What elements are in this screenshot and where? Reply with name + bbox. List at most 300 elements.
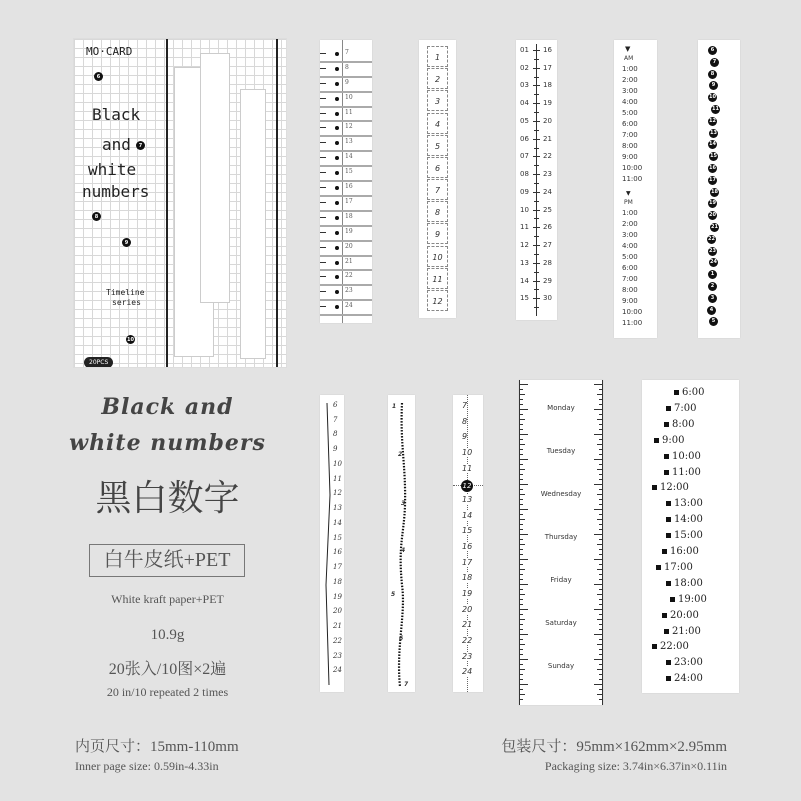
sample-strip — [200, 53, 230, 303]
tick — [533, 68, 540, 69]
line-number: 6 — [333, 401, 338, 409]
tick — [533, 263, 540, 264]
row-number: 10 — [345, 93, 353, 101]
row-dot — [335, 126, 339, 130]
am-time: 4:00 — [622, 98, 638, 106]
row-number: 15 — [345, 168, 353, 176]
time-label: 13:00 — [674, 498, 703, 510]
tick — [519, 509, 528, 510]
number-box: 12 — [427, 290, 448, 311]
left-number: 11 — [520, 223, 529, 232]
circled-number: 9 — [122, 238, 131, 247]
right-number: 23 — [543, 170, 552, 179]
time-marker — [666, 676, 671, 681]
row-divider — [320, 135, 372, 137]
tick — [534, 307, 539, 308]
pack-size-en: Packaging size: 3.74in×6.37in×0.11in — [544, 759, 727, 773]
circled-number: 7 — [136, 141, 145, 150]
material-cn-box: 白牛皮纸+PET — [89, 544, 245, 577]
tick — [533, 174, 540, 175]
pm-time: 4:00 — [622, 242, 638, 250]
left-number: 04 — [520, 99, 529, 108]
line-number: 17 — [333, 563, 342, 572]
circled-number: 18 — [711, 188, 718, 195]
time-marker — [656, 565, 661, 570]
row-divider — [320, 120, 372, 122]
left-number: 14 — [520, 276, 529, 285]
pm-time: 5:00 — [622, 253, 638, 261]
tick — [320, 53, 326, 54]
tick — [519, 434, 528, 435]
row-number: 11 — [345, 108, 353, 116]
title-cn: 黑白数字 — [95, 478, 240, 519]
tick — [320, 247, 326, 248]
number-box: 3 — [427, 90, 448, 111]
time-marker — [674, 390, 679, 395]
row-dot — [335, 52, 339, 56]
circled-number: 8 — [92, 212, 101, 221]
circled-number: 1 — [708, 270, 717, 279]
tick — [533, 227, 540, 228]
tick — [320, 187, 326, 188]
tick — [320, 262, 326, 263]
am-time: 8:00 — [622, 142, 638, 150]
wavy-number: 7 — [404, 681, 409, 688]
am-time: 5:00 — [622, 109, 638, 117]
circled-number: 17 — [709, 176, 716, 183]
time-label: 19:00 — [678, 593, 707, 605]
tick — [534, 94, 539, 95]
time-label: 15:00 — [674, 530, 703, 542]
circled-number: 19 — [709, 200, 716, 207]
circled-number: 13 — [710, 129, 717, 136]
line-number: 22 — [333, 636, 342, 645]
circled-number: 24 — [710, 259, 717, 266]
tick — [320, 157, 326, 158]
title-en-line: white numbers — [69, 430, 266, 456]
time-label: 9:00 — [662, 434, 685, 446]
row-divider — [320, 61, 372, 63]
row-number: 8 — [345, 63, 349, 71]
circled-number-strip — [698, 40, 740, 338]
row-divider — [320, 284, 372, 286]
row-number: 7 — [345, 49, 349, 56]
inner-size-cn: 内页尺寸：15mm-110mm — [75, 739, 239, 755]
tick — [534, 272, 539, 273]
am-label: AM — [624, 55, 634, 62]
am-time: 6:00 — [622, 120, 638, 128]
am-time: 2:00 — [622, 76, 638, 84]
number-box: 2 — [427, 68, 448, 89]
row-number: 19 — [345, 227, 353, 235]
right-number: 26 — [543, 223, 552, 232]
line-number: 9 — [333, 445, 338, 454]
time-marker — [664, 454, 669, 459]
tick — [533, 50, 540, 51]
pm-time: 1:00 — [622, 209, 638, 217]
row-divider — [320, 255, 372, 257]
right-number: 17 — [543, 63, 552, 72]
line-number: 10 — [333, 459, 342, 468]
dotted-number: 24 — [462, 667, 473, 677]
row-number: 23 — [345, 287, 353, 295]
wavy-number: 3 — [401, 500, 406, 507]
right-number: 30 — [543, 294, 552, 303]
down-arrow-icon: ▼ — [626, 190, 631, 197]
tick — [534, 59, 539, 60]
ruler-row-strip — [320, 40, 372, 323]
row-divider — [320, 225, 372, 227]
pm-time: 7:00 — [622, 275, 638, 283]
tick — [533, 156, 540, 157]
right-number: 29 — [543, 276, 552, 285]
left-number: 15 — [520, 294, 529, 303]
row-divider — [320, 314, 372, 316]
am-time: 1:00 — [622, 65, 638, 73]
count-en: 20 in/10 repeated 2 times — [106, 685, 229, 699]
line-number: 18 — [333, 577, 342, 586]
dotted-number: 9 — [462, 432, 468, 442]
time-marker — [670, 597, 675, 602]
time-label: 11:00 — [672, 466, 701, 478]
circled-number: 22 — [708, 235, 715, 242]
left-number: 07 — [520, 152, 529, 161]
row-number: 18 — [345, 212, 353, 220]
tick — [533, 281, 540, 282]
circled-number: 2 — [708, 282, 717, 291]
circled-number: 6 — [708, 46, 717, 55]
weight: 10.9g — [150, 627, 185, 643]
row-number: 20 — [345, 242, 353, 250]
dotted-number: 14 — [462, 510, 473, 520]
time-marker — [654, 438, 659, 443]
row-dot — [335, 112, 339, 116]
card-title-line: white — [88, 160, 137, 179]
ruler-edge — [276, 39, 278, 368]
line-number: 19 — [333, 592, 342, 601]
number-box: 10 — [427, 246, 448, 267]
row-dot — [335, 216, 339, 220]
weekday-label: Wednesday — [540, 490, 582, 498]
right-number: 18 — [543, 81, 552, 90]
tick — [519, 459, 528, 460]
circled-number: 5 — [709, 317, 718, 326]
row-number: 24 — [345, 302, 353, 310]
tick — [519, 384, 528, 385]
number-box: 4 — [427, 113, 448, 134]
row-number: 13 — [345, 138, 353, 146]
number-box: 5 — [427, 135, 448, 156]
tick — [320, 113, 326, 114]
dotted-number: 16 — [462, 542, 473, 551]
left-number: 10 — [520, 205, 529, 214]
line-number: 13 — [333, 504, 342, 513]
dotted-number: 19 — [462, 589, 473, 598]
time-marker — [666, 533, 671, 538]
row-dot — [335, 186, 339, 190]
row-divider — [320, 91, 372, 93]
left-number: 08 — [520, 170, 529, 179]
circled-number: 23 — [709, 247, 716, 254]
right-number: 27 — [543, 241, 552, 250]
left-number: 12 — [520, 241, 529, 250]
time-label: 24:00 — [674, 673, 703, 685]
row-number: 12 — [345, 123, 353, 131]
tick — [534, 183, 539, 184]
row-number: 21 — [345, 257, 353, 265]
card-subtitle-line: series — [112, 298, 141, 307]
line-number: 15 — [333, 533, 342, 542]
tick — [534, 289, 539, 290]
sample-strip — [240, 89, 266, 359]
am-time: 3:00 — [622, 87, 638, 95]
tick — [519, 609, 528, 610]
circled-number: 4 — [707, 306, 716, 315]
line-number: 23 — [333, 651, 342, 660]
wavy-number: 4 — [401, 547, 406, 554]
row-divider — [320, 210, 372, 212]
tick — [533, 85, 540, 86]
wavy-number: 1 — [392, 403, 397, 410]
am-time: 7:00 — [622, 131, 638, 139]
left-number: 06 — [520, 134, 529, 143]
tick — [533, 298, 540, 299]
tick — [534, 148, 539, 149]
time-label: 16:00 — [670, 546, 699, 557]
weekday-label: Thursday — [544, 533, 578, 541]
tick — [534, 77, 539, 78]
tick — [320, 98, 326, 99]
card-title-line: and — [102, 135, 131, 154]
pack-size-cn: 包装尺寸：95mm×162mm×2.95mm — [501, 739, 727, 755]
pm-time: 11:00 — [622, 319, 643, 327]
row-number: 17 — [345, 197, 353, 205]
dotted-number: 8 — [462, 416, 468, 426]
circled-number: 15 — [710, 153, 717, 160]
pm-label: PM — [624, 199, 633, 206]
time-marker — [666, 406, 671, 411]
tick — [320, 127, 326, 128]
tick — [519, 559, 528, 560]
tick — [533, 245, 540, 246]
dotted-number: 11 — [462, 463, 473, 473]
pcs-badge: 20PCS — [84, 357, 113, 368]
circled-number: 9 — [709, 81, 718, 90]
circled-number: 10 — [709, 94, 716, 101]
right-number: 20 — [543, 116, 552, 125]
wavy-number: 2 — [398, 451, 403, 458]
row-dot — [335, 305, 339, 309]
am-time: 10:00 — [622, 164, 643, 172]
tick — [534, 201, 539, 202]
dotted-number: 7 — [462, 401, 468, 410]
row-dot — [335, 141, 339, 145]
time-marker — [666, 660, 671, 665]
tick — [534, 254, 539, 255]
circled-number: 7 — [710, 58, 719, 67]
dotted-number: 10 — [462, 448, 473, 457]
dotted-number: 21 — [462, 620, 473, 630]
time-label: 7:00 — [674, 402, 697, 414]
wavy-number: 6 — [399, 635, 404, 642]
time-label: 10:00 — [672, 450, 701, 462]
weekday-label: Monday — [547, 404, 575, 412]
am-time: 9:00 — [622, 153, 638, 161]
row-dot — [335, 97, 339, 101]
circled-number: 14 — [709, 141, 716, 148]
tick — [533, 192, 540, 193]
line-number: 21 — [333, 622, 342, 631]
pm-time: 10:00 — [622, 308, 643, 316]
circled-number: 6 — [94, 72, 103, 81]
tick — [320, 291, 326, 292]
tick — [320, 172, 326, 173]
left-number: 05 — [520, 116, 529, 125]
number-box: 8 — [427, 201, 448, 222]
circled-number: 3 — [708, 294, 717, 303]
weekday-strip — [519, 380, 603, 705]
card-title-line: numbers — [82, 182, 150, 201]
row-dot — [335, 231, 339, 235]
row-dot — [335, 246, 339, 250]
dotted-number: 15 — [462, 526, 473, 536]
number-box: 1 — [427, 46, 448, 67]
pm-time: 6:00 — [622, 264, 638, 272]
tick — [320, 83, 326, 84]
time-marker — [652, 644, 657, 649]
right-number: 28 — [543, 258, 552, 267]
number-box: 9 — [427, 223, 448, 244]
tick — [534, 165, 539, 166]
tick — [519, 684, 528, 685]
wavy-dotted-line — [388, 395, 415, 692]
row-number: 14 — [345, 153, 353, 161]
left-number: 01 — [520, 46, 529, 54]
tick — [320, 306, 326, 307]
card-title-line: Black — [92, 105, 141, 124]
brand-logo: MO·CARD — [86, 45, 133, 58]
left-number: 13 — [520, 258, 529, 267]
row-number: 9 — [345, 78, 349, 86]
dotted-number: 22 — [462, 636, 473, 645]
title-en-line: Black and — [101, 394, 234, 420]
inner-size-en: Inner page size: 0.59in-4.33in — [75, 759, 219, 773]
time-marker — [666, 517, 671, 522]
row-dot — [335, 201, 339, 205]
weekday-label: Saturday — [545, 619, 577, 627]
tick — [519, 659, 528, 660]
circled-number: 10 — [127, 336, 134, 343]
pm-time: 2:00 — [622, 220, 638, 228]
tick — [519, 634, 528, 635]
right-number: 25 — [543, 205, 552, 214]
tick — [320, 202, 326, 203]
row-dot — [335, 275, 339, 279]
am-pm-strip — [614, 40, 657, 338]
time-label: 6:00 — [682, 387, 705, 398]
row-dot — [335, 261, 339, 265]
am-time: 11:00 — [622, 175, 643, 183]
row-divider — [320, 106, 372, 108]
row-number: 22 — [345, 272, 353, 280]
time-label: 21:00 — [672, 625, 701, 637]
circled-number: 21 — [711, 224, 718, 230]
tick — [320, 217, 326, 218]
tick — [534, 112, 539, 113]
dotted-number: 17 — [462, 557, 473, 567]
time-label: 23:00 — [674, 657, 703, 669]
time-marker — [662, 613, 667, 618]
time-label: 8:00 — [672, 418, 695, 430]
row-dot — [335, 156, 339, 160]
row-divider — [320, 240, 372, 242]
time-marker — [664, 422, 669, 427]
row-dot — [335, 290, 339, 294]
box-number-strip — [419, 40, 456, 318]
right-number: 22 — [543, 152, 552, 161]
time-label: 12:00 — [660, 482, 689, 494]
tick — [320, 232, 326, 233]
row-divider — [320, 195, 372, 197]
dual-number-strip — [516, 40, 557, 320]
time-marker — [652, 485, 657, 490]
time-label: 20:00 — [670, 609, 699, 621]
down-arrow-icon: ▼ — [625, 45, 631, 53]
time-label: 17:00 — [664, 561, 693, 573]
pm-time: 3:00 — [622, 231, 638, 239]
line-number: 20 — [333, 607, 342, 616]
circled-number: 8 — [708, 70, 717, 79]
dotted-number-strip — [453, 395, 483, 692]
line-number: 14 — [333, 518, 342, 527]
number-box: 11 — [427, 268, 448, 289]
row-dot — [335, 67, 339, 71]
circled-number: 16 — [709, 165, 716, 171]
weekday-label: Sunday — [547, 662, 575, 670]
product-card-image — [73, 38, 287, 368]
dotted-number: 18 — [462, 573, 473, 583]
tick — [534, 236, 539, 237]
row-divider — [320, 180, 372, 182]
tick — [519, 484, 528, 485]
row-number: 16 — [345, 183, 353, 191]
tick — [533, 121, 540, 122]
time-label: 14:00 — [674, 514, 703, 526]
material-en: White kraft paper+PET — [111, 592, 224, 606]
time-marker — [664, 629, 669, 634]
line-number: 12 — [333, 489, 342, 498]
dotted-number: 23 — [462, 651, 473, 661]
time-marker — [662, 549, 667, 554]
tick — [534, 218, 539, 219]
circled-number: 11 — [712, 106, 719, 112]
ruler-edge — [166, 39, 168, 368]
tick — [534, 130, 539, 131]
time-label: 22:00 — [660, 641, 689, 653]
tick — [533, 139, 540, 140]
line-number: 16 — [333, 548, 342, 557]
time-label: 18:00 — [674, 577, 703, 589]
right-number: 24 — [543, 187, 552, 196]
line-number: 7 — [333, 415, 338, 424]
time-marker — [666, 581, 671, 586]
row-divider — [320, 165, 372, 167]
row-dot — [335, 82, 339, 86]
ruler-line — [602, 380, 603, 705]
weekday-label: Friday — [550, 576, 572, 584]
time-strip — [642, 380, 739, 693]
number-box: 6 — [427, 157, 448, 178]
